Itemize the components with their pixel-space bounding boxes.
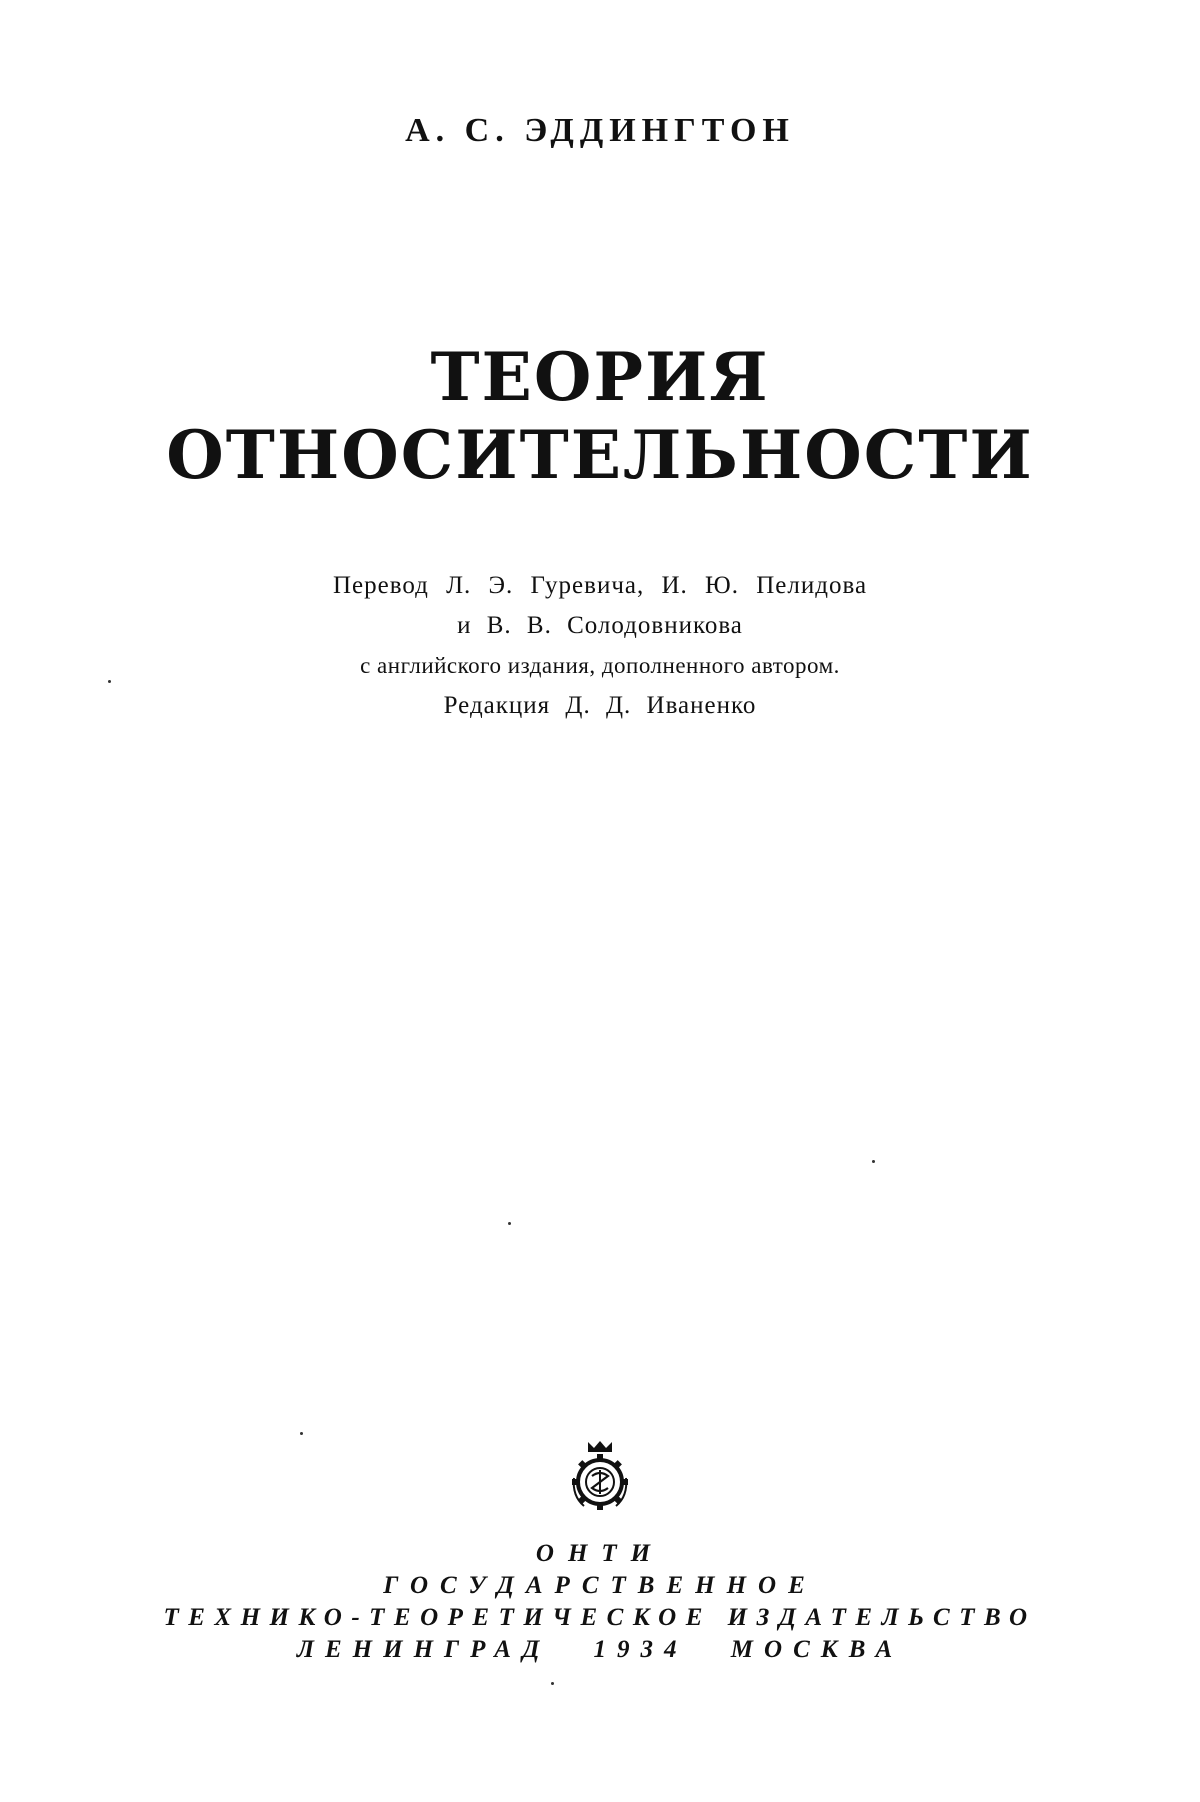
- scan-speck: [551, 1682, 554, 1685]
- publisher-imprint: [0, 1538, 1200, 1666]
- author-name: А. С. ЭДДИНГТОН: [405, 112, 795, 149]
- credits-translators-line: Перевод Л. Э. Гуревича, И. Ю. Пелидова: [332, 572, 868, 599]
- publisher-name-line-2: ТЕХНИКО-ТЕОРЕТИЧЕСКОЕ ИЗДАТЕЛЬСТВО: [163, 1604, 1037, 1631]
- scan-speck: [108, 680, 111, 683]
- credits-source-edition: с английского издания, дополненного автором.: [360, 653, 840, 678]
- credits-translators-line-2: и В. В. Солодовникова: [457, 612, 743, 639]
- translation-credits: [0, 566, 1200, 726]
- publisher-emblem-icon: [568, 1438, 632, 1514]
- publisher-name-line-1: ГОСУДАРСТВЕННОЕ: [383, 1572, 817, 1599]
- publisher-abbreviation: ОНТИ: [535, 1540, 665, 1567]
- book-title: ТЕОРИЯ ОТНОСИТЕЛЬНОСТИ: [166, 338, 1034, 494]
- credits-editor: Редакция Д. Д. Иваненко: [443, 692, 757, 719]
- publisher-place-year: ЛЕНИНГРАД 1934 МОСКВА: [296, 1636, 904, 1663]
- scan-speck: [508, 1222, 511, 1225]
- scan-speck: [872, 1160, 875, 1163]
- scan-speck: [300, 1432, 303, 1435]
